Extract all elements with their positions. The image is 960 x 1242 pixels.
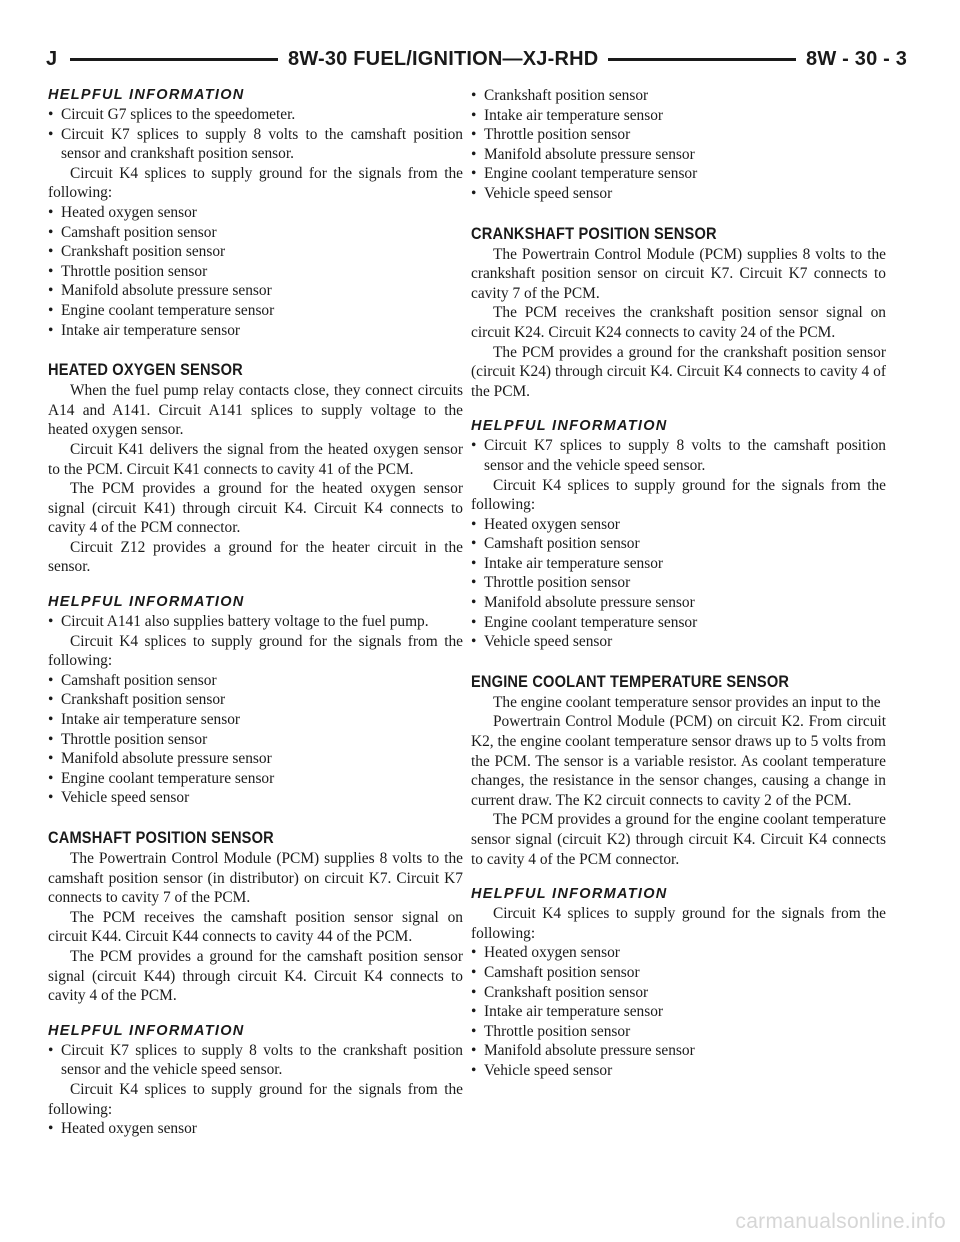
header-rule-left [70,58,290,61]
list-item: • Throttle position sensor [471,126,631,144]
list-item: • Heated oxygen sensor [471,515,620,533]
list-item: • Throttle position sensor [48,730,208,748]
paragraph: The PCM provides a ground for the heated oxygen sensor signal (circuit K41) through circuit K4. Circuit K4 connects to cavity 4 of the PCM connector. [48,480,463,537]
paragraph: Circuit K4 splices to supply ground for the signals from the following: [48,1080,463,1118]
bullet-item: • Circuit A141 also supplies battery voltage to the fuel pump. [48,613,429,631]
paragraph: Circuit Z12 provides a ground for the heater circuit in the sensor. [48,538,463,576]
list-item: • Engine coolant temperature sensor [471,165,698,183]
paragraph: Powertrain Control Module (PCM) on circuit K2. From circuit K2, the engine coolant temperature sensor draws up to 5 volts from the PCM. The sensor is a variable resistor. As coolant temperature changes, the resistance in the sensor changes, causing a change in current draw. The K2 circuit connects to cavity 2 of the PCM. [471,713,886,809]
paragraph: Circuit K41 delivers the signal from the heated oxygen sensor to the PCM. Circuit K41 connects to cavity 41 of the PCM. [48,440,463,478]
list-item: • Intake air temperature sensor [471,554,664,572]
list-item: • Vehicle speed sensor [471,633,613,651]
helpful-info-heading: HELPFUL INFORMATION [48,1022,245,1039]
section-heading-crankshaft: CRANKSHAFT POSITION SENSOR [471,223,717,243]
list-item: • Vehicle speed sensor [471,184,613,202]
list-item: • Camshaft position sensor [48,223,217,241]
list-item: • Heated oxygen sensor [471,944,620,962]
list-item: • Throttle position sensor [471,1022,631,1040]
paragraph: Circuit K4 splices to supply ground for the signals from the following: [48,164,463,202]
helpful-info-heading: HELPFUL INFORMATION [48,594,245,611]
sensor-list [471,515,886,652]
paragraph: The PCM provides a ground for the crankshaft position sensor (circuit K24) through circuit K4. Circuit K4 connects to cavity 4 of the PCM. [471,343,886,400]
list-item: • Vehicle speed sensor [48,789,190,807]
bullet-item: • Circuit K7 splices to supply 8 volts to the crankshaft position sensor and the vehicle speed sensor. [48,1041,463,1079]
section-heading-heated-oxygen: HEATED OXYGEN SENSOR [48,360,243,380]
list-item: • Crankshaft position sensor [471,983,649,1001]
header-edition-letter: J [36,44,67,74]
list-item: • Intake air temperature sensor [471,106,664,124]
paragraph: Circuit K4 splices to supply ground for the signals from the following: [471,476,886,514]
list-item: • Intake air temperature sensor [48,711,241,729]
list-item: • Intake air temperature sensor [48,321,241,339]
section-heading-camshaft: CAMSHAFT POSITION SENSOR [48,828,274,847]
helpful-info-heading: HELPFUL INFORMATION [48,87,245,103]
paragraph: The engine coolant temperature sensor provides an input to the [493,693,881,711]
paragraph: Circuit K4 splices to supply ground for the signals from the following: [471,905,886,942]
bullet-item: • Circuit K7 splices to supply 8 volts to the camshaft position sensor and the vehicle speed sensor. [471,437,886,474]
helpful-info-heading: HELPFUL INFORMATION [471,418,668,435]
section-heading-coolant: ENGINE COOLANT TEMPERATURE SENSOR [471,671,790,691]
list-item: • Vehicle speed sensor [471,1061,613,1079]
list-item: • Camshaft position sensor [471,535,640,553]
paragraph: The PCM receives the camshaft position sensor signal on circuit K44. Circuit K44 connects to cavity 44 of the PCM. [48,908,463,946]
list-item: • Crankshaft position sensor [471,87,649,104]
bullet-item: • Circuit G7 splices to the speedometer. [48,106,296,123]
helpful-info-heading: HELPFUL INFORMATION [471,886,668,903]
paragraph: The PCM provides a ground for the camshaft position sensor signal (circuit K44) through circuit K4. Circuit K4 connects to cavity 4 of the PCM. [48,947,463,1005]
sensor-list [471,943,886,1080]
list-item: • Throttle position sensor [48,262,208,280]
list-item: • Camshaft position sensor [471,963,640,981]
list-item: • Intake air temperature sensor [471,1003,664,1021]
left-column [48,86,463,1139]
list-item: • Crankshaft position sensor [48,691,226,709]
list-item: • Manifold absolute pressure sensor [471,594,695,612]
header-page-number: 8W - 30 - 3 [796,44,917,74]
list-item: • Manifold absolute pressure sensor [471,145,695,163]
bullet-item: • Circuit K7 splices to supply 8 volts to the camshaft position sensor and crankshaft position sensor. [48,125,463,163]
paragraph: When the fuel pump relay contacts close, they connect circuits A14 and A141. Circuit A141 splices to supply voltage to the heated oxygen sensor. [48,382,463,439]
paragraph: Circuit K4 splices to supply ground for the signals from the following: [48,632,463,670]
list-item: • Manifold absolute pressure sensor [48,750,272,768]
list-item: • Heated oxygen sensor [48,1120,197,1138]
list-item: • Camshaft position sensor [48,671,217,689]
paragraph: The PCM provides a ground for the engine coolant temperature sensor signal (circuit K2) through circuit K4. Circuit K4 connects to cavity 4 of the PCM connector. [471,811,886,868]
list-item: • Manifold absolute pressure sensor [471,1042,695,1060]
paragraph: The PCM receives the crankshaft position sensor signal on circuit K24. Circuit K24 connects to cavity 24 of the PCM. [471,304,886,341]
sensor-list [48,671,463,808]
list-item: • Heated oxygen sensor [48,203,197,221]
list-item: • Crankshaft position sensor [48,243,226,261]
page-header [46,44,924,74]
right-column [471,86,886,1081]
watermark: carmanualsonline.info [735,1210,946,1233]
list-item: • Engine coolant temperature sensor [48,301,275,319]
list-item: • Engine coolant temperature sensor [471,613,698,631]
list-item: • Manifold absolute pressure sensor [48,282,272,300]
header-section-title: 8W-30 FUEL/IGNITION—XJ-RHD [278,44,608,74]
list-item: • Throttle position sensor [471,574,631,592]
list-item: • Engine coolant temperature sensor [48,769,275,787]
paragraph: The Powertrain Control Module (PCM) supplies 8 volts to the camshaft position sensor (in distributor) on circuit K7. Circuit K7 connects to cavity 7 of the PCM. [48,850,463,907]
sensor-list [48,203,463,340]
sensor-list-continued [471,86,886,204]
paragraph: The Powertrain Control Module (PCM) supplies 8 volts to the crankshaft position sensor on circuit K7. Circuit K7 connects to cavity 7 of the PCM. [471,245,886,302]
sensor-list [48,1119,463,1139]
